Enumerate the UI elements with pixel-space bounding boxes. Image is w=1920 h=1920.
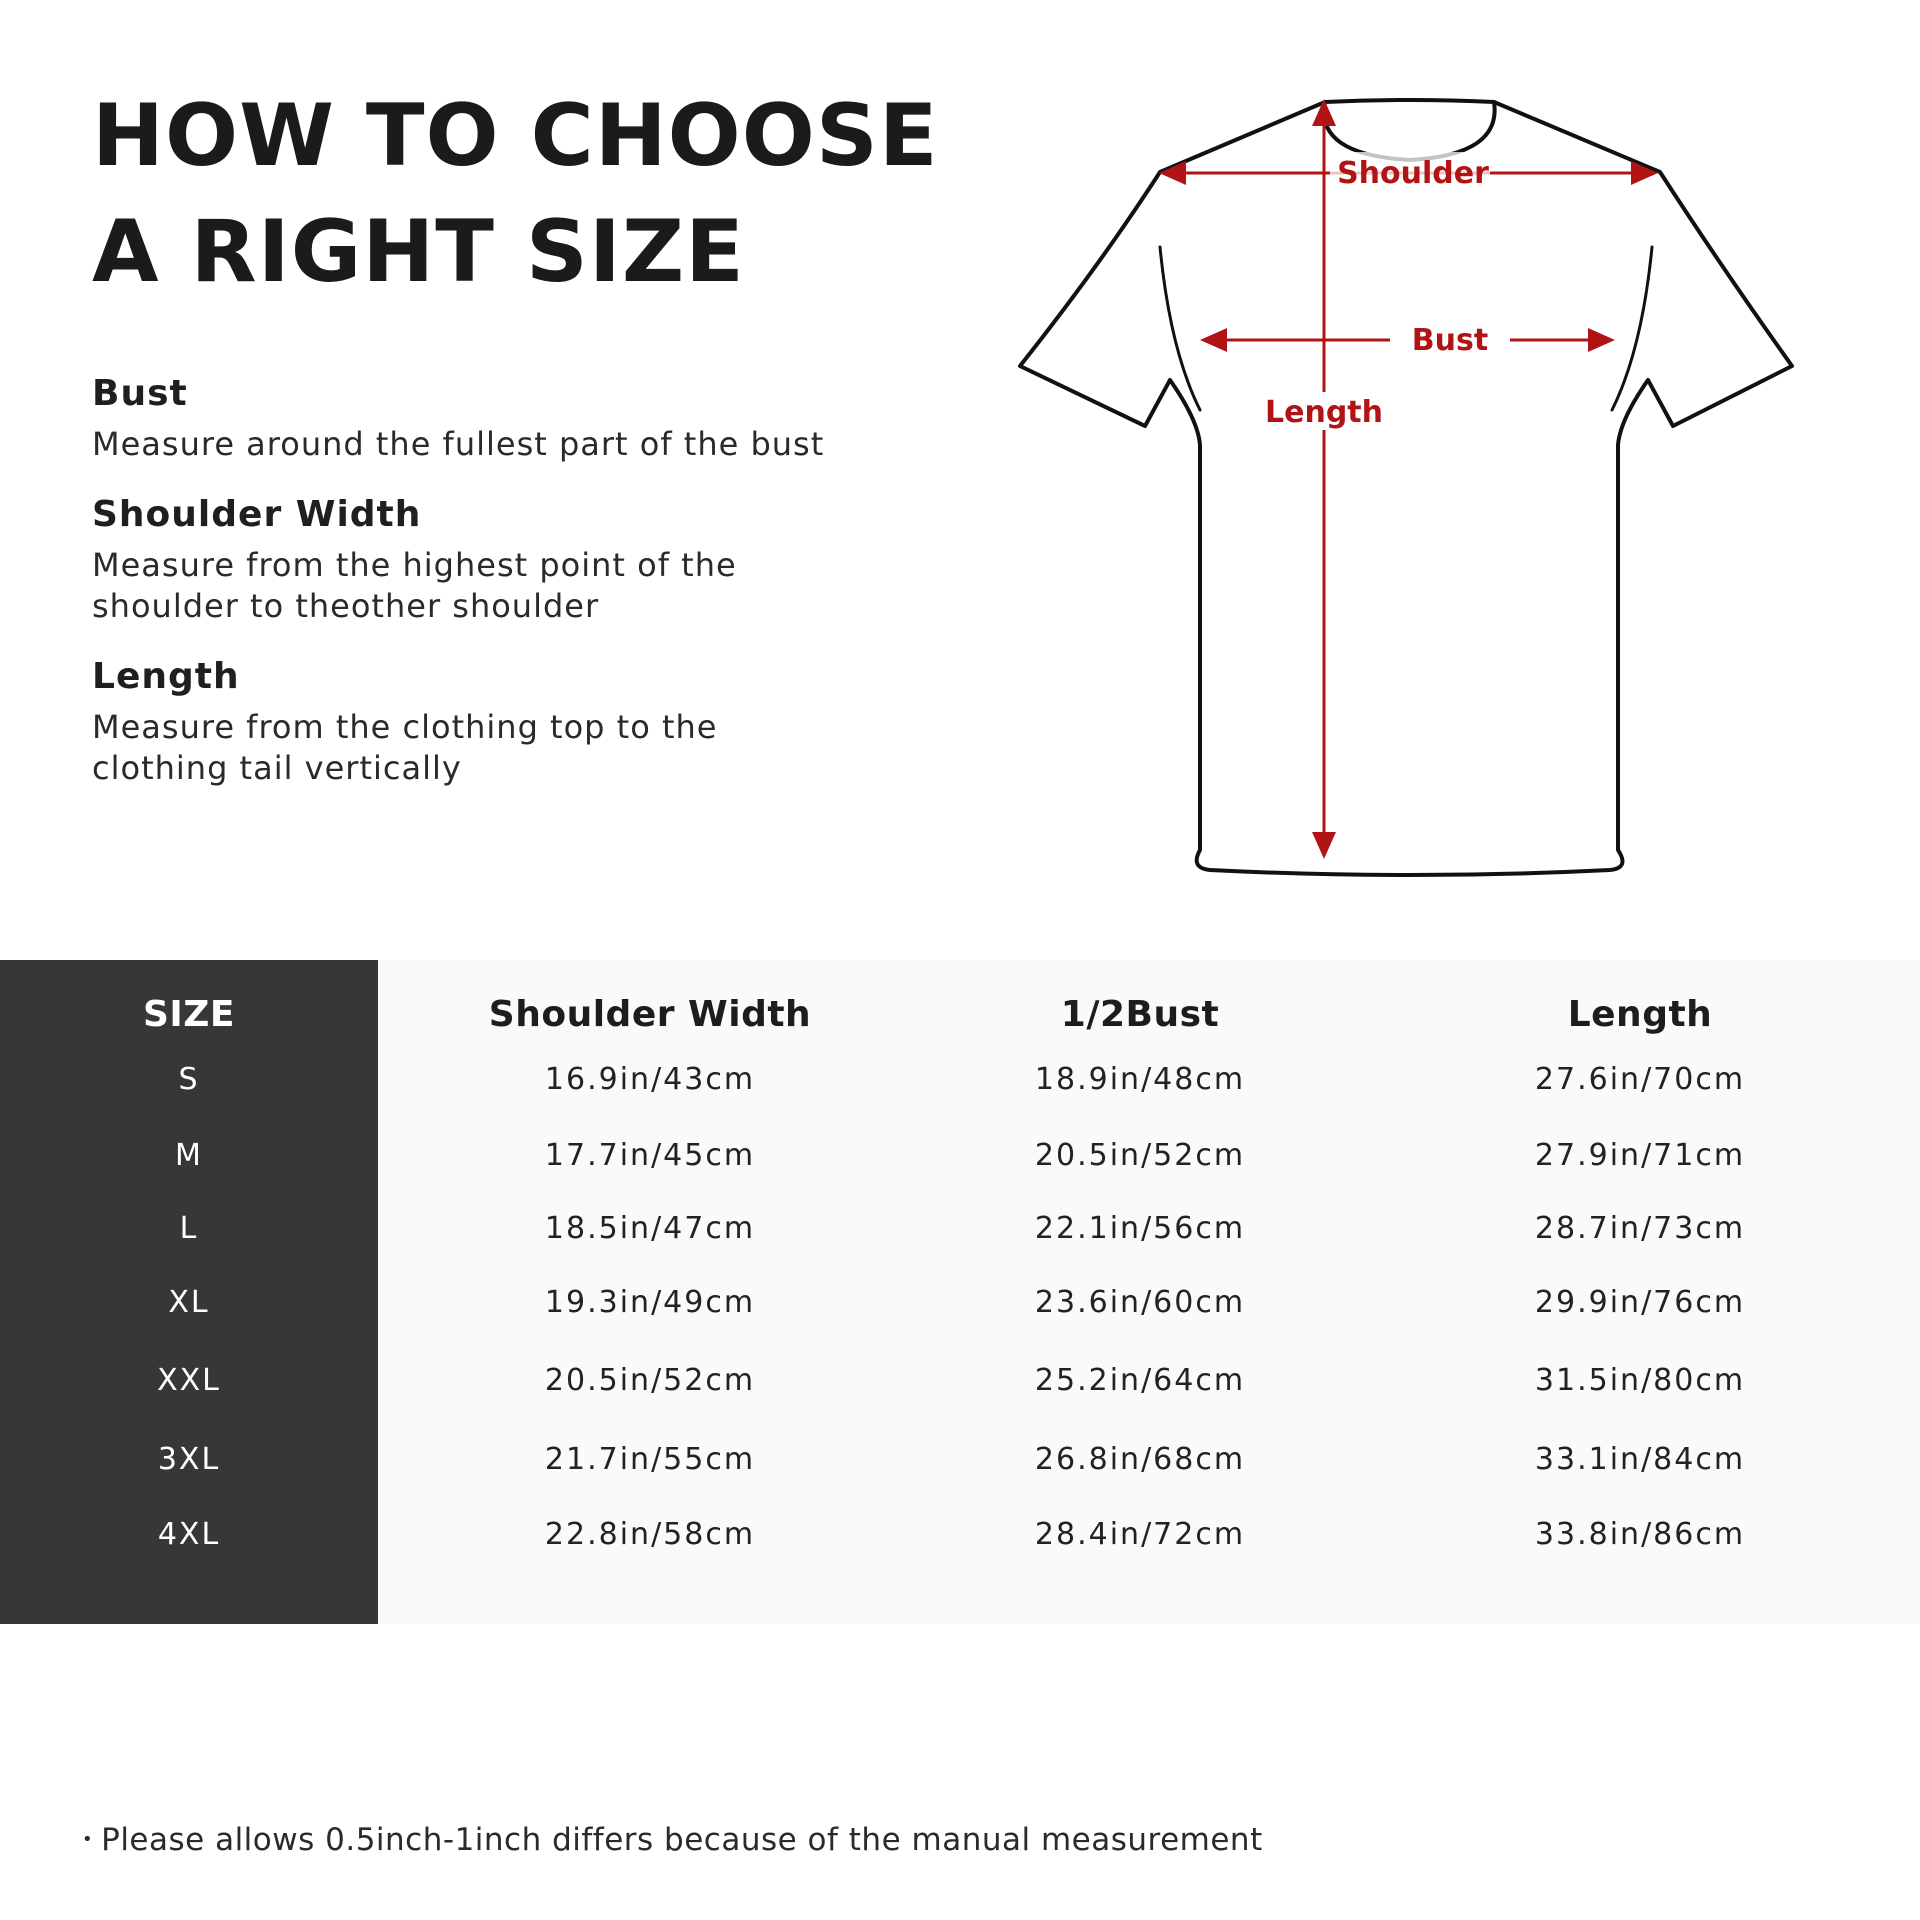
guide-heading-length: Length: [92, 656, 240, 697]
guide-item-length: [92, 655, 852, 789]
bust-label: Bust: [1411, 323, 1489, 358]
guide-text-bust-line-1: Measure around the fullest part of the bust: [92, 425, 825, 463]
cell-shoulder-width: 20.5in/52cm: [544, 1363, 756, 1398]
cell-length: 33.1in/84cm: [1534, 1442, 1746, 1477]
guide-item-shoulder: [92, 493, 852, 627]
cell-shoulder-width: 16.9in/43cm: [544, 1062, 756, 1097]
cell-half-bust: 23.6in/60cm: [1034, 1285, 1246, 1320]
cell-length: 29.9in/76cm: [1534, 1285, 1746, 1320]
cell-half-bust: 22.1in/56cm: [1034, 1211, 1246, 1246]
cell-shoulder-width: 18.5in/47cm: [544, 1211, 756, 1246]
title-line-2: A RIGHT SIZE: [92, 202, 745, 302]
cell-shoulder-width: 19.3in/49cm: [544, 1285, 756, 1320]
guide-text-shoulder-line-2: shoulder to theother shoulder: [92, 587, 600, 625]
guide-text-shoulder-line-1: Measure from the highest point of the: [92, 546, 737, 584]
note-text: Please allows 0.5inch-1inch differs because of the manual measurement: [101, 1822, 1263, 1858]
guide-text-length-line-1: Measure from the clothing top to the: [92, 708, 718, 746]
cell-length: 27.6in/70cm: [1534, 1062, 1746, 1097]
cell-size: XL: [168, 1285, 210, 1320]
tshirt-diagram: [1000, 80, 1820, 880]
guide-item-bust: [92, 372, 852, 465]
cell-length: 28.7in/73cm: [1534, 1211, 1746, 1246]
guide-heading-bust: Bust: [92, 373, 188, 414]
cell-size: L: [179, 1211, 199, 1246]
cell-half-bust: 20.5in/52cm: [1034, 1138, 1246, 1173]
cell-size: M: [175, 1138, 203, 1173]
header-length: Length: [1567, 994, 1713, 1035]
cell-size: S: [178, 1062, 200, 1097]
cell-length: 31.5in/80cm: [1534, 1363, 1746, 1398]
cell-length: 27.9in/71cm: [1534, 1138, 1746, 1173]
guide-text-length-line-2: clothing tail vertically: [92, 749, 462, 787]
length-label: Length: [1265, 395, 1383, 430]
shoulder-label: Shoulder: [1337, 156, 1489, 191]
size-chart-table: [0, 960, 1920, 1624]
measurement-guide: [92, 372, 852, 817]
cell-half-bust: 28.4in/72cm: [1034, 1517, 1246, 1552]
cell-shoulder-width: 22.8in/58cm: [544, 1517, 756, 1552]
cell-size: XXL: [157, 1363, 221, 1398]
cell-size: 3XL: [157, 1442, 221, 1477]
title-line-1: HOW TO CHOOSE: [92, 86, 939, 186]
cell-half-bust: 18.9in/48cm: [1034, 1062, 1246, 1097]
cell-shoulder-width: 17.7in/45cm: [544, 1138, 756, 1173]
cell-half-bust: 25.2in/64cm: [1034, 1363, 1246, 1398]
cell-size: 4XL: [157, 1517, 221, 1552]
page-title: [92, 78, 939, 310]
tshirt-outline: [1020, 100, 1792, 875]
header-shoulder-width: Shoulder Width: [488, 994, 812, 1035]
guide-heading-shoulder: Shoulder Width: [92, 494, 422, 535]
cell-length: 33.8in/86cm: [1534, 1517, 1746, 1552]
cell-half-bust: 26.8in/68cm: [1034, 1442, 1246, 1477]
header-half-bust: 1/2Bust: [1060, 994, 1220, 1035]
header-size: SIZE: [142, 994, 236, 1035]
cell-shoulder-width: 21.7in/55cm: [544, 1442, 756, 1477]
measurement-note: [82, 1820, 1263, 1860]
note-bullet: •: [82, 1829, 94, 1850]
